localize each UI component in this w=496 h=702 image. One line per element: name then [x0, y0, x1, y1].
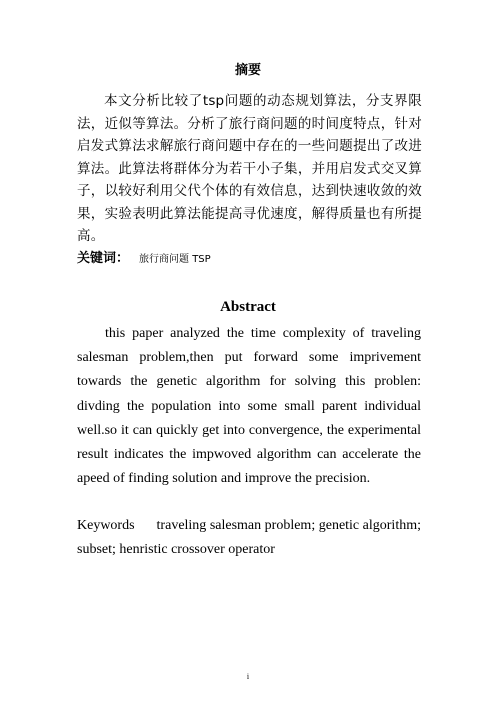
- english-keywords-line: [77, 514, 421, 562]
- page-number: i: [246, 672, 250, 681]
- english-abstract-body: this paper analyzed the time complexity of traveling salesman problem,then put forward some imprivement towards the genetic algorithm for solving this problen: divding the population into some small parent individual well.so it can quickly get into convergence, the experimental result indicates the impwoved algorithm can accelerate the apeed of finding solution and improve the precision.: [77, 326, 421, 487]
- english-abstract-title: Abstract: [220, 299, 276, 315]
- chinese-keywords-line: [77, 247, 211, 266]
- chinese-keywords-value: 旅行商问题 TSP: [139, 254, 211, 265]
- english-keywords-value: traveling salesman problem; genetic algorithm; subset; henristic crossover operator: [77, 518, 421, 558]
- chinese-abstract-title: 摘要: [234, 63, 261, 78]
- chinese-abstract-body: 本文分析比较了tsp问题的动态规划算法，分支界限法，近似等算法。分析了旅行商问题的时间度特点，针对启发式算法求解旅行商问题中存在的一些问题提出了改进算法。此算法将群体分为若干小子集，并用启发式交叉算子，以较好利用父代个体的有效信息，达到快速收敛的效果，实验表明此算法能提高寻优速度，解得质量也有所提高。: [77, 93, 422, 244]
- chinese-keywords-label: 关键词：: [77, 251, 130, 266]
- english-keywords-label: Keywords: [77, 518, 135, 533]
